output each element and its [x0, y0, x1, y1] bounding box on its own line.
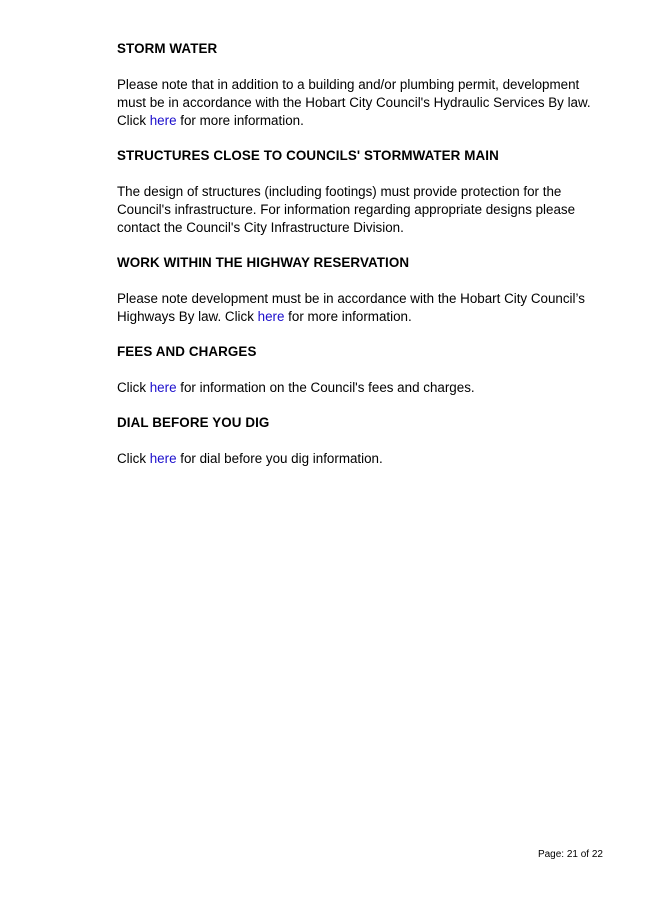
section-heading: STORM WATER — [117, 41, 218, 56]
paragraph-text: for dial before you dig information. — [176, 451, 383, 466]
page-number: Page: 21 of 22 — [537, 849, 603, 860]
section-highway-reservation — [117, 254, 607, 326]
dial-before-you-dig-link[interactable]: here — [149, 451, 177, 466]
paragraph-text: for more information. — [176, 113, 304, 128]
section-heading: DIAL BEFORE YOU DIG — [117, 415, 270, 430]
hydraulic-bylaw-link[interactable]: here — [149, 113, 177, 128]
section-fees-charges — [117, 343, 607, 397]
section-storm-water — [117, 40, 607, 130]
section-paragraph — [117, 76, 607, 130]
section-dial-before-you-dig — [117, 414, 607, 468]
section-paragraph — [117, 290, 607, 326]
fees-charges-link[interactable]: here — [149, 380, 177, 395]
paragraph-text: for information on the Council's fees and charges. — [176, 380, 475, 395]
paragraph-text: Please note that in addition to a building and/or plumbing permit, development must be in accordance with the Hobart City Council's Hydraulic Services By law. Click — [117, 77, 591, 128]
section-heading: FEES AND CHARGES — [117, 344, 257, 359]
section-paragraph: The design of structures (including footings) must provide protection for the Council's infrastructure. For information regarding appropriate designs please contact the Council's City Infrastructure Division. — [117, 184, 576, 235]
section-stormwater-main — [117, 147, 607, 237]
section-paragraph — [117, 450, 607, 468]
highways-bylaw-link[interactable]: here — [257, 309, 285, 324]
paragraph-text: Click — [117, 451, 150, 466]
paragraph-text: Click — [117, 380, 150, 395]
section-paragraph — [117, 379, 607, 397]
page-content — [117, 40, 607, 485]
section-heading: WORK WITHIN THE HIGHWAY RESERVATION — [117, 255, 410, 270]
paragraph-text: Please note development must be in accordance with the Hobart City Council’s Highways By law. Click — [117, 291, 585, 324]
paragraph-text: for more information. — [284, 309, 412, 324]
section-heading: STRUCTURES CLOSE TO COUNCILS' STORMWATER MAIN — [117, 148, 499, 163]
